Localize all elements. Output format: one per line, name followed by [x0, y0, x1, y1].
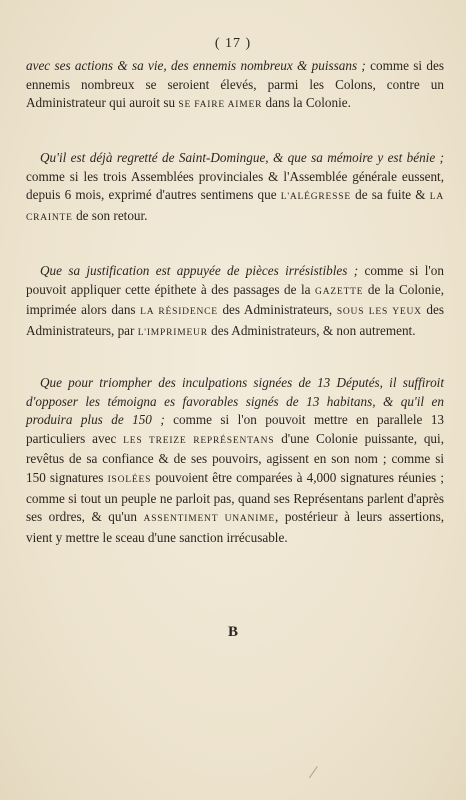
ink-mark: [309, 766, 326, 784]
paragraph-segment: Que sa justification est appuyée de pièces irrésistibles ;: [40, 263, 359, 278]
paragraph-segment: des Administrateurs, & non autrement.: [207, 322, 416, 338]
paragraph-1: [26, 57, 444, 115]
paragraph-segment: comme si l'on pouvoit appliquer cette épithete à des passages de la: [26, 263, 444, 297]
paragraph-segment: de son retour.: [72, 207, 148, 223]
paragraph-segment: de la Colonie, imprimée alors dans: [26, 281, 444, 318]
paragraph-segment: d'une Colonie puissante, qui, revêtus de sa confiance & de ses pouvoirs, agissent en son nom ; comme si 150 signatures: [26, 430, 444, 485]
signature-mark: B: [227, 624, 238, 640]
paragraph-segment: SOUS LES YEUX: [336, 307, 422, 318]
paragraph-segment: avec ses actions & sa vie, des ennemis nombreux & puissans ;: [26, 58, 366, 73]
paragraph-3: [26, 262, 444, 342]
paragraph-segment: L'IMPRIMEUR: [137, 327, 208, 338]
paragraph-segment: des Administrateurs, par: [26, 302, 444, 338]
paragraph-4: [26, 374, 444, 547]
paragraph-2: [26, 149, 444, 227]
paragraph-segment: L'ALÉGRESSE: [280, 192, 351, 203]
paragraph-segment: LA CRAINTE: [26, 192, 445, 223]
paragraph-segment: ASSENTIMENT UNANIME: [143, 514, 276, 525]
paragraph-segment: Que pour triompher des inculpations signées de 13 Députés, il suffiroit d'opposer les témoigna es favorables signés de 13 habitans, & qu'il en produira plus de 150 ;: [26, 375, 444, 428]
paragraph-segment: pouvoient être comparées à 4,000 signatures réunies ; comme si tout un peuple ne parloit pas, quand ses Représentans parlent d'après ses ordres, & qu'un: [26, 469, 444, 525]
paragraph-segment: de sa fuite &: [350, 187, 430, 203]
paragraph-segment: comme si l'on pouvoit mettre en parallele 13 particuliers avec: [26, 412, 445, 446]
paragraph-segment: LES TREIZE REPRÉSENTANS: [123, 435, 275, 446]
paragraph-segment: ISOLÉES: [107, 474, 152, 485]
paragraph-segment: dans la Colonie.: [262, 95, 351, 111]
paragraph-segment: des Administrateurs,: [217, 302, 337, 318]
paragraph-segment: LA RÉSIDENCE: [140, 307, 218, 318]
paragraph-segment: , postérieur à leurs assertions, vient y mettre le sceau d'une sanction irrécusable.: [26, 509, 445, 545]
paragraph-segment: comme si des ennemis nombreux se seroient élevés, parmi les Colons, contre un Administrateur qui auroit su: [26, 58, 445, 111]
paragraph-segment: comme si les trois Assemblées provinciales & l'Assemblée générale eussent, depuis 6 mois, exprimé d'autres sentimens que: [26, 168, 444, 203]
paragraph-segment: GAZETTE: [315, 286, 364, 297]
page-number: ( 17 ): [214, 36, 252, 51]
paragraph-segment: Qu'il est déjà regretté de Saint-Domingue, & que sa mémoire y est bénie ;: [40, 150, 444, 165]
paragraph-segment: SE FAIRE AIMER: [178, 100, 263, 111]
